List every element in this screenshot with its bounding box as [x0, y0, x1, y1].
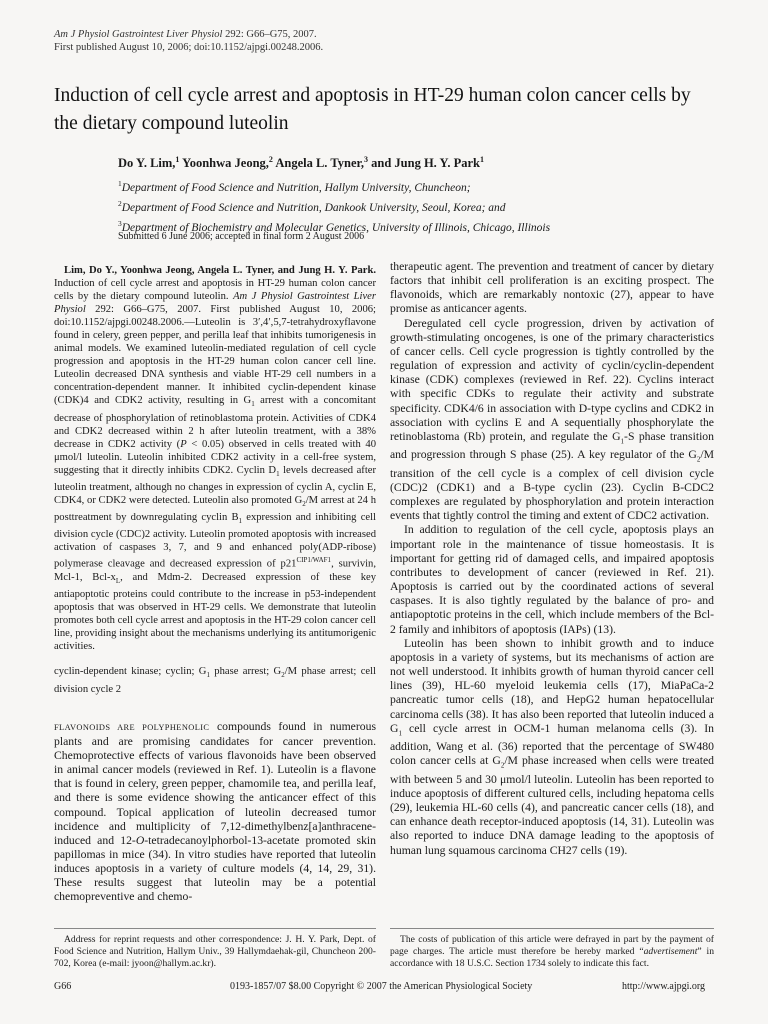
journal-url[interactable]: http://www.ajpgi.org	[622, 981, 706, 992]
abstract	[54, 264, 376, 653]
article-title: Induction of cell cycle arrest and apoptosis in HT-29 human colon cancer cells by the dietary compound luteolin	[54, 85, 691, 134]
footnote-divider	[390, 928, 714, 929]
paragraph	[390, 637, 714, 858]
affil-text: Department of Food Science and Nutrition, Hallym University, Chuncheon;	[121, 181, 471, 194]
keywords-text: cyclin-dependent kinase; cyclin; G	[54, 666, 207, 678]
author-affil-mark: 2	[268, 155, 273, 164]
subscript: 2	[500, 761, 505, 770]
keywords-text: phase arrest; G	[209, 666, 282, 678]
abstract-journal: Am J Physiol Gastrointest Liver Physiol	[54, 291, 376, 316]
journal-header	[54, 28, 323, 54]
affiliation	[118, 196, 550, 216]
author-affil-mark: 1	[175, 155, 180, 164]
affil-mark: 1	[118, 179, 122, 188]
keywords-text: /M phase arrest; cell division cycle 2	[54, 666, 376, 695]
abstract-title-ref: Induction of cell cycle arrest and apoptosis in HT-29 human colon cancer cells by the dietary compound luteolin.	[54, 278, 376, 303]
page-charges-footnote	[390, 934, 714, 970]
affiliations	[118, 176, 550, 235]
introduction	[54, 720, 376, 905]
first-published: First published August 10, 2006; doi:10.1152/ajpgi.00248.2006.	[54, 42, 324, 53]
paragraph-text: Deregulated cell cycle progression, driven by activation of growth-stimulating oncogenes, is one of the primary characteristics of cancer cells. Cell cycle progression is tightly controlled by the regulation of expression and activity of cyclin/cyclin-dependent kinase (CDK) complexes (reviewed in Ref. 22). Cyclins interact with specific CDKs to regulate their activity and substrate specificity. CDK4/6 in association with D-type cyclins and CDK2 in association with cyclins E and A sequentially phosphorylate the retinoblastoma (Rb) protein, and regulate the G	[390, 316, 714, 443]
footnote-part: ” in accordance with 18 U.S.C. Section 1734 solely to indicate this fact.	[390, 946, 714, 969]
italic-o: O	[135, 833, 145, 847]
abstract-authors: Lim, Do Y., Yoonhwa Jeong, Angela L. Tyner, and Jung H. Y. Park.	[64, 265, 376, 276]
affil-mark: 2	[118, 198, 122, 208]
affil-text: Department of Food Science and Nutrition, Dankook University, Seoul, Korea; and	[121, 201, 506, 214]
page-number: G66	[54, 981, 72, 992]
left-column	[54, 264, 376, 905]
paragraph-text: cell cycle arrest in OCM-1 human melanoma cells (3). In addition, Wang et al. (36) reported that the percentage of SW480 colon cancer cells at G	[390, 721, 714, 768]
paragraph-text: /M transition of the cell cycle is a complex of cell division cycle (CDC)2 (CDK1) and a B-type cyclin (23). Cyclin B-CDC2 complexes are regulated by phosphorylation and protein interaction events that tightly control the timing and extent of CDC2 activation.	[390, 448, 714, 523]
subscript: L	[115, 577, 121, 586]
copyright-line: 0193-1857/07 $8.00 Copyright © 2007 the American Physiological Society	[230, 981, 533, 992]
received-dates: Submitted 6 June 2006; accepted in final form 2 August 2006	[118, 231, 365, 242]
abstract-body: , and Mdm-2. Decreased expression of these key antiapoptotic proteins could contribute to the increase in p53-independent apoptosis that was observed in HT-29 cells. We demonstrate that luteolin promotes both cell cycle arrest and apoptosis in the HT-29 colon cancer cell line, providing insight about the mechanisms underlying its antitumorigenic activities.	[54, 572, 376, 653]
citation: 292: G66–G75, 2007.	[222, 29, 317, 40]
paragraph-text: Luteolin has been shown to inhibit growth and to induce apoptosis in a variety of systems, but its mechanisms of action are not well understood. It inhibits growth of human thyroid cancer cell lines (39), HL-60 myeloid leukemia cells (17), MiaPaCa-2 pancreatic tumor cells (18), and HepG2 human hepatocellular carcinoma cells (38). It has also been reported that luteolin induced a G	[390, 636, 714, 735]
abstract-body: , survivin, Mcl-1, Bcl-x	[54, 558, 376, 583]
subscript: 1	[251, 400, 255, 409]
subscript: 1	[620, 437, 625, 446]
author: Yoonhwa Jeong,	[179, 156, 269, 171]
author-affil-mark: 3	[364, 155, 369, 164]
paragraph	[390, 317, 714, 524]
p-value-symbol: P	[180, 438, 187, 450]
subscript: 1	[206, 671, 210, 680]
footnote-text	[390, 934, 714, 970]
abstract-body: < 0.05) observed in cells treated with 40 μmol/l luteolin. Luteolin inhibited CDK2 activity in a cell-free system, suggesting that it directly inhibits CDK2. Cyclin D	[54, 438, 376, 476]
journal-citation	[54, 28, 323, 41]
subscript: 1	[398, 728, 402, 737]
subscript: 2	[281, 671, 285, 680]
affil-text: Department of Biochemistry and Molecular Genetics, University of Illinois, Chicago, Illinois	[121, 221, 551, 234]
abstract-text	[54, 264, 376, 653]
subscript: 1	[276, 469, 280, 478]
subscript: 2	[696, 455, 701, 464]
abstract-body: expression and inhibiting cell division cycle (CDC)2 activity. Luteolin promoted apoptosis with increased activation of caspases 3, 7, and 9 and enhanced poly(ADP-ribose) polymerase cleavage and decreased expression of p21	[54, 512, 376, 570]
abstract-body: 292: G66–G75, 2007. First published August 10, 2006; doi:10.1152/ajpgi.00248.2006.—Luteolin is 3′,4′,5,7-tetrahydroxyflavone found in celery, green pepper, and perilla leaf that inhibits tumorigenesis in animal models. We examined luteolin-mediated regulation of cell cycle progression and apoptosis in the HT-29 human colon cancer cell line. Luteolin decreased DNA synthesis and viable HT-29 cell numbers in a concentration-dependent manner. It inhibited cyclin-dependent kinase (CDK)4 and CDK2 activity, resulting in G	[54, 304, 376, 407]
abstract-body: arrest with a concomitant decrease of phosphorylation of retinoblastoma protein. Activities of CDK4 and CDK2 decreased within 2 h after luteolin treatment, with a 38% decrease in CDK2 activity (	[54, 395, 376, 450]
journal-name: Am J Physiol Gastrointest Liver Physiol	[54, 29, 223, 40]
abstract-body: levels decreased after luteolin treatment, although no changes in expression of cyclin A, cyclin E, CDK4, or CDK2 were detected. Luteolin also promoted G	[54, 464, 376, 507]
author: Do Y. Lim,	[118, 156, 176, 171]
author-affil-mark: 1	[479, 155, 484, 164]
paragraph: In addition to regulation of the cell cycle, apoptosis plays an important role in the maintenance of tissue homeostasis. It is important for getting rid of damaged cells, and impaired apoptosis contributes to development of cancer (reviewed in Ref. 21). Apoptosis is carried out by the coordinated actions of several caspases. It is also tightly regulated by the balance of pro- and antiapoptotic proteins in the cell, which include members of the Bcl-2 family and inhibitors of apoptosis (IAPs) (13).	[390, 523, 714, 636]
paragraph-text: /M phase increased when cells were treated with between 5 and 30 μmol/l luteolin. Luteolin has been reported to induce apoptosis of different cultured cells, including hepatoma cells (29), leukemia HL-60 cells (4), and pancreatic cancer cells (18), and can enhance death receptor-induced apoptosis (14, 31). Luteolin was also reported to induce DNA damage leading to the apoptosis of human lung squamous carcinoma CH27 cells (19).	[390, 754, 715, 857]
affiliation	[118, 176, 550, 196]
abstract-body: /M arrest at 24 h posttreatment by downregulating cyclin B	[54, 495, 376, 524]
keywords	[54, 665, 376, 695]
footnote-text: Address for reprint requests and other correspondence: J. H. Y. Park, Dept. of Food Science and Nutrition, Hallym Univ., 39 Hallymdaehak-gil, Chuncheon 200-702, Korea (e-mail: jyoon@hallym.ac.kr).	[54, 934, 376, 969]
intro-text: -tetradecanoylphorbol-13-acetate promoted skin papillomas in mice (34). In vitro studies have reported that luteolin induces apoptosis in a variety of culture models (4, 14, 29, 31). These results suggest that luteolin may be a potential chemopreventive and chemo-	[54, 833, 376, 904]
subscript: 1	[238, 517, 243, 526]
author: Angela L. Tyner,	[272, 156, 365, 171]
right-column	[390, 260, 714, 858]
footnote-divider	[54, 928, 376, 929]
subscript: 2	[302, 500, 306, 509]
paragraph-text: -S phase transition and progression through S phase (25). A key regulator of the G	[390, 429, 714, 462]
author: and Jung H. Y. Park	[368, 156, 480, 171]
footnote-part: The costs of publication of this article were defrayed in part by the payment of page charges. The article must therefore be hereby marked “	[390, 934, 714, 957]
intro-lead-smallcaps: FLAVONOIDS ARE POLYPHENOLIC	[54, 722, 210, 732]
intro-text: compounds found in numerous plants and are promising candidates for cancer prevention. Chemoprotective effects of various flavonoids have been observed in animal cancer models (reviewed in Ref. 1). Luteolin is a flavone that is found in celery, green pepper, chamomile tea, and perilla leaf, and there is some evidence showing the anticancer effect of this compound. Topical application of luteolin decreased tumor incidence and multiplicity of 7,12-dimethylbenz[a]anthracene-induced and 12-	[54, 719, 376, 847]
author-list	[118, 155, 484, 171]
affil-mark: 3	[118, 218, 122, 228]
correspondence-footnote	[54, 934, 376, 970]
paragraph: therapeutic agent. The prevention and treatment of cancer by dietary factors that inhibit cell proliferation is an exciting prospect. The flavonoids, which are remarkably nontoxic (27), appear to have promise as anticancer agents.	[390, 260, 714, 316]
superscript: CIP1/WAF1	[296, 556, 332, 565]
footnote-italic: advertisement	[643, 946, 698, 957]
